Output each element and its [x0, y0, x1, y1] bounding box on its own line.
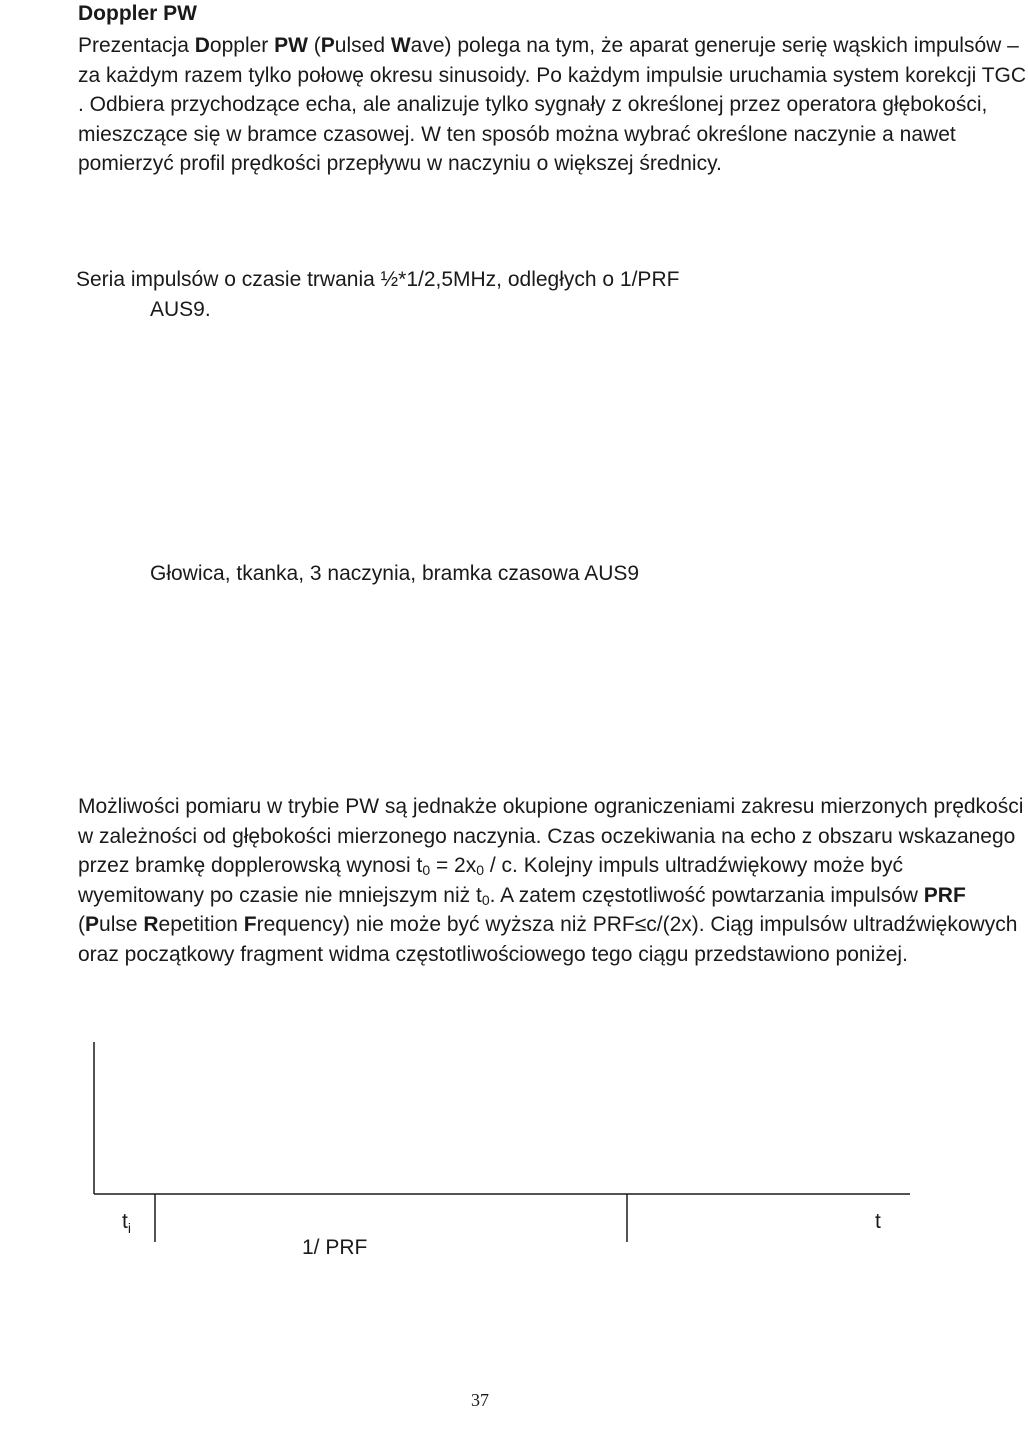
- page-number: 37: [471, 1390, 489, 1410]
- half-symbol: ½: [380, 268, 399, 291]
- caption-line-1: Seria impulsów o czasie trwania ½*1/2,5MHz, odległych o 1/PRF: [76, 268, 680, 291]
- text-span: oppler: [209, 34, 275, 57]
- bold-letter: W: [390, 34, 411, 57]
- subscript: 0: [476, 862, 485, 878]
- bold-acronym: PRF: [923, 883, 966, 907]
- bold-letter: R: [143, 913, 159, 936]
- figure-caption-probe: Głowica, tkanka, 3 naczynia, bramka czasowa AUS9: [150, 562, 640, 585]
- subscript: 0: [481, 891, 490, 908]
- bold-letter: P: [85, 913, 100, 936]
- text-span: ulsed: [334, 34, 391, 57]
- intro-paragraph: [0, 31, 1028, 179]
- bold-letter: F: [243, 913, 257, 936]
- figure-caption-pulses: [76, 265, 679, 324]
- bold-letter: P: [320, 34, 335, 57]
- text-span: ave) polega na tym, że aparat generuje serię wąskich impulsów – za każdym razem tylko połowę okresu sinusoidy. Po każdym impulsie uruchamia system korekcji TGC . Odbiera przychodzące echa, ale analizuje tylko sygnały z określonej przez operatora głębokości, mieszczące się w bramce czasowej. W ten sposób można wybrać określone naczynie a nawet pomierzyć profil prędkości przepływu w naczyniu o większej średnicy.: [78, 34, 1027, 175]
- time-axis-label: t: [875, 1210, 881, 1233]
- pulse-duration-label: $t_i$: [122, 1210, 131, 1236]
- section-heading: Doppler PW: [78, 2, 197, 25]
- subscript: 0: [422, 862, 431, 878]
- bold-letter: D: [194, 34, 210, 57]
- prf-period-label: 1/ PRF: [302, 1236, 368, 1259]
- pulse-train-diagram: [0, 1030, 960, 1270]
- caption-line-2: AUS9.: [150, 297, 211, 321]
- bold-acronym: PW: [274, 34, 308, 57]
- text-span: (: [307, 34, 321, 57]
- limits-paragraph: Możliwości pomiaru w trybie PW są jednakże okupione ograniczeniami zakresu mierzonych prędkości w zależności od głębokości mierzonego naczynia. Czas oczekiwania na echo z obszaru wskazanego przez bramkę dopplerowską wynosi $t_0 = 2x_0 / c$. Kolejny impuls ultradźwiękowy może być wyemitowany po czasie nie mniejszym niż $t_0$. A zatem częstotliwość powtarzania impulsów PRF (Pulse Repetition Frequency) nie może być wyższa niż PRF≤c/(2x). Ciąg impulsów ultradźwiękowych oraz początkowy fragment widma częstotliwościowego tego ciągu przedstawiono poniżej.: [78, 795, 1024, 966]
- text-span: Prezentacja: [78, 34, 195, 57]
